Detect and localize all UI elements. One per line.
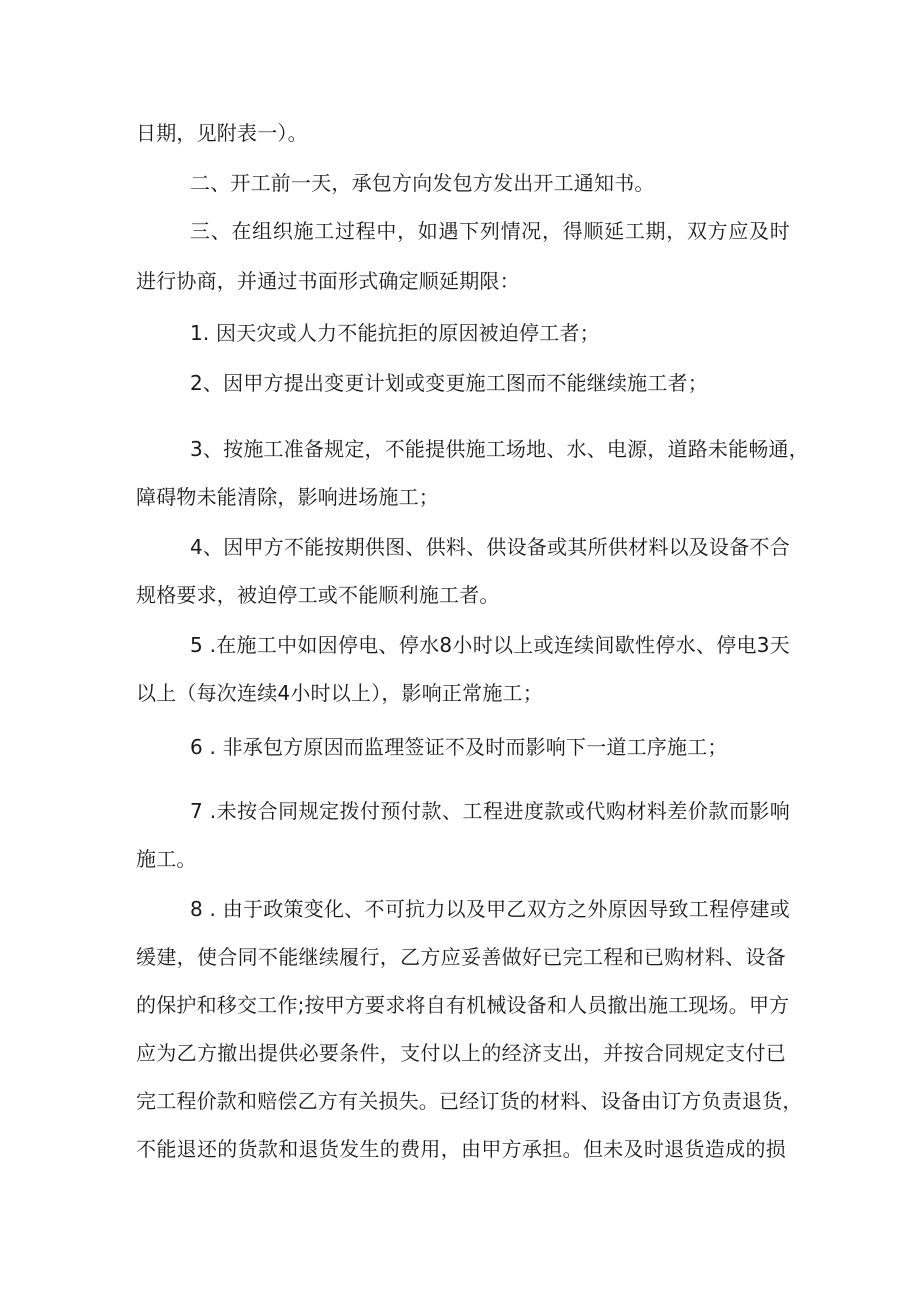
list-item-4: 4、因甲方不能按期供图、供料、供设备或其所供材料以及设备不合 (190, 535, 790, 559)
text-line: 日期，见附表一）。 (136, 121, 308, 145)
text-line: 进行协商，并通过书面形式确定顺延期限： (136, 269, 520, 293)
paragraph-2: 二、开工前一天，承包方向发包方发出开工通知书。 (190, 171, 655, 195)
list-item-6: 6 . 非承包方原因而监理签证不及时而影响下一道工序施工； (190, 735, 728, 759)
list-item-1: 1. 因天灾或人力不能抗拒的原因被迫停工者； (190, 321, 600, 345)
text-line: 障碍物未能清除，影响进场施工； (136, 485, 439, 509)
text-line: 施工。 (136, 847, 197, 871)
list-item-7: 7 .未按合同规定拨付预付款、工程进度款或代购材料差价款而影响 (190, 799, 790, 823)
list-item-3: 3、按施工准备规定，不能提供施工场地、水、电源，道路未能畅通， (190, 437, 809, 461)
text-line: 规格要求，被迫停工或不能顺利施工者。 (136, 583, 500, 607)
text-line: 缓建，使合同不能继续履行，乙方应妥善做好已完工程和已购材料、设备 (136, 945, 786, 969)
list-item-2: 2、因甲方提出变更计划或变更施工图而不能继续施工者； (190, 371, 708, 395)
text-line: 以上（每次连续4小时以上），影响正常施工； (136, 681, 543, 705)
text-line: 的保护和移交工作;按甲方要求将自有机械设备和人员撤出施工现场。甲方 (136, 993, 790, 1017)
text-line: 不能退还的货款和退货发生的费用，由甲方承担。但未及时退货造成的损 (136, 1137, 786, 1161)
text-line: 完工程价款和赔偿乙方有关损失。已经订货的材料、设备由订方负责退货， (136, 1089, 803, 1113)
list-item-5: 5 .在施工中如因停电、停水8小时以上或连续间歇性停水、停电3天 (190, 633, 790, 657)
text-line: 应为乙方撤出提供必要条件，支付以上的经济支出，并按合同规定支付已 (136, 1041, 786, 1065)
paragraph-3: 三、在组织施工过程中，如遇下列情况，得顺延工期，双方应及时 (190, 219, 790, 243)
list-item-8: 8 . 由于政策变化、不可抗力以及甲乙双方之外原因导致工程停建或 (190, 897, 790, 921)
